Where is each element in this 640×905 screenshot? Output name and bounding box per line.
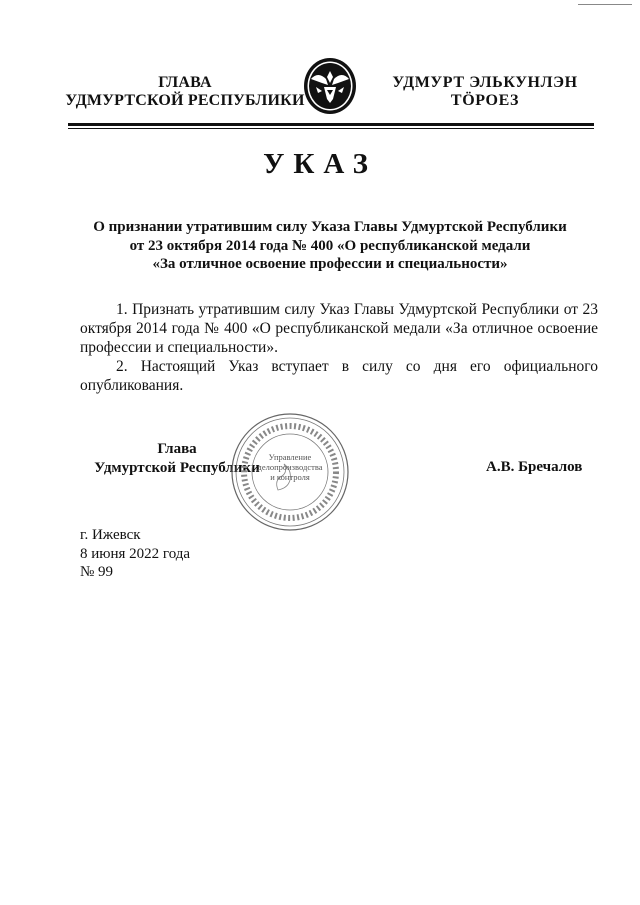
stamp-line1: Управление — [268, 452, 312, 462]
signatory-name: А.В. Бречалов — [486, 459, 583, 475]
footer-place: г. Ижевск — [80, 527, 141, 543]
document-body — [80, 300, 598, 395]
scan-edge-mark — [578, 4, 632, 5]
subject-line3: «За отличное освоение профессии и специальности» — [152, 256, 508, 272]
stamp-line3: и контроля — [270, 472, 310, 482]
stamp-line2: делопроизводства — [257, 462, 323, 472]
signatory-post-line1: Глава — [157, 441, 197, 457]
header-right — [385, 74, 585, 110]
document-footer — [80, 526, 190, 582]
subject-line1: О признании утратившим силу Указа Главы Удмуртской Республики — [93, 219, 567, 235]
official-stamp — [228, 410, 352, 534]
header-right-line2: ТӦРОЕЗ — [450, 92, 520, 109]
footer-number: № 99 — [80, 564, 114, 580]
header-left — [60, 74, 310, 110]
header-rule-thin — [68, 128, 594, 129]
body-item-2: 2. Настоящий Указ вступает в силу со дня его официального опубликования. — [80, 358, 598, 394]
body-item-1: 1. Признать утратившим силу Указ Главы Удмуртской Республики от 23 октября 2014 года № 400 «О республиканской медали «За отличное освоение профессии и специальности». — [80, 301, 598, 356]
header-left-line1: ГЛАВА — [158, 74, 212, 91]
header-right-line1: УДМУРТ ЭЛЬКУНЛЭН — [392, 74, 578, 91]
document-subject — [70, 218, 590, 274]
coat-of-arms-icon — [302, 57, 358, 115]
document-title: УКАЗ — [263, 148, 377, 180]
footer-date: 8 июня 2022 года — [80, 545, 191, 562]
subject-line2: от 23 октября 2014 года № 400 «О республиканской медали — [129, 237, 531, 254]
header-left-line2: УДМУРТСКОЙ РЕСПУБЛИКИ — [65, 92, 305, 109]
signatory-post-line2: Удмуртской Республики — [94, 460, 260, 476]
header-rule-thick — [68, 123, 594, 126]
